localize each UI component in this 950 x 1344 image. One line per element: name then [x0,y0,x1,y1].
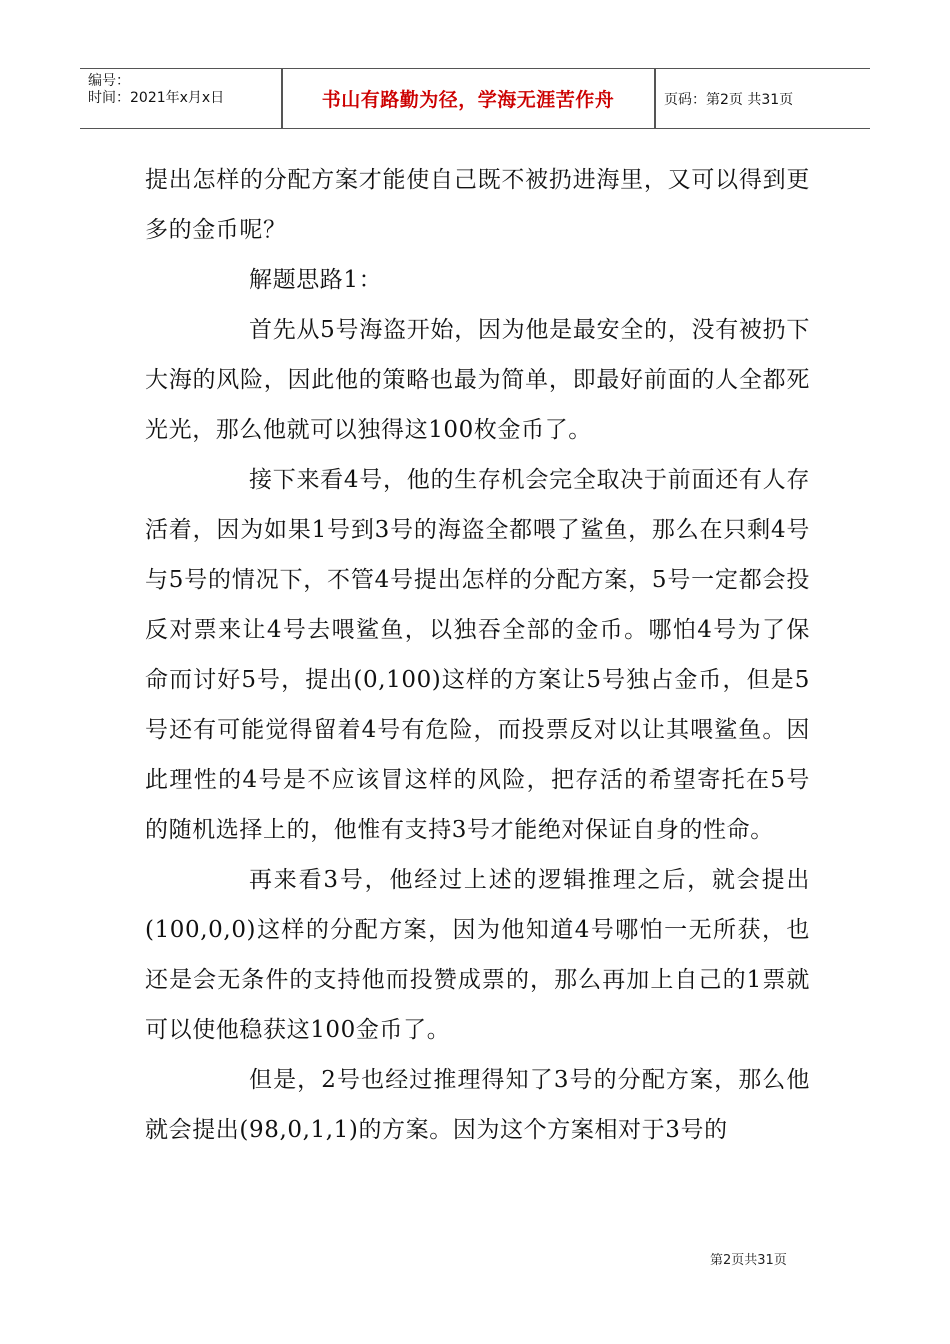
paragraph: 首先从5号海盗开始，因为他是最安全的，没有被扔下大海的风险，因此他的策略也最为简单，即最好前面的人全都死光光，那么他就可以独得这100枚金币了。 [145,317,810,443]
header-divider [654,69,656,128]
paragraph: 接下来看4号，他的生存机会完全取决于前面还有人存活着，因为如果1号到3号的海盗全都喂了鲨鱼，那么在只剩4号与5号的情况下，不管4号提出怎样的分配方案，5号一定都会投反对票来让4号去喂鲨鱼，以独吞全部的金币。哪怕4号为了保命而讨好5号，提出(0,100)这样的方案让5号独占金币，但是5号还有可能觉得留着4号有危险，而投票反对以让其喂鲨鱼。因此理性的4号是不应该冒这样的风险，把存活的希望寄托在5号的随机选择上的，他惟有支持3号才能绝对保证自身的性命。 [145,467,810,843]
number-label: 编号： [88,73,130,89]
paragraph: 提出怎样的分配方案才能使自己既不被扔进海里，又可以得到更多的金币呢？ [145,167,810,243]
header-meta [88,69,284,128]
page-header [80,68,870,129]
paragraph: 再来看3号，他经过上述的逻辑推理之后，就会提出(100,0,0)这样的分配方案，因为他知道4号哪怕一无所获，也还是会无条件的支持他而投赞成票的，那么再加上自己的1票就可以使他稳获这100金币了。 [145,867,810,1043]
header-page-info: 页码：第2页 共31页 [664,91,794,108]
page-footer: 第2页共31页 [710,1253,787,1268]
header-motto: 书山有路勤为径，学海无涯苦作舟 [321,89,615,111]
time-label: 时间：2021年x月x日 [88,90,225,106]
document-body [145,155,810,1155]
section-heading: 解题思路1： [249,267,383,293]
paragraph: 但是，2号也经过推理得知了3号的分配方案，那么他就会提出(98,0,1,1)的方案。因为这个方案相对于3号的 [145,1067,810,1143]
